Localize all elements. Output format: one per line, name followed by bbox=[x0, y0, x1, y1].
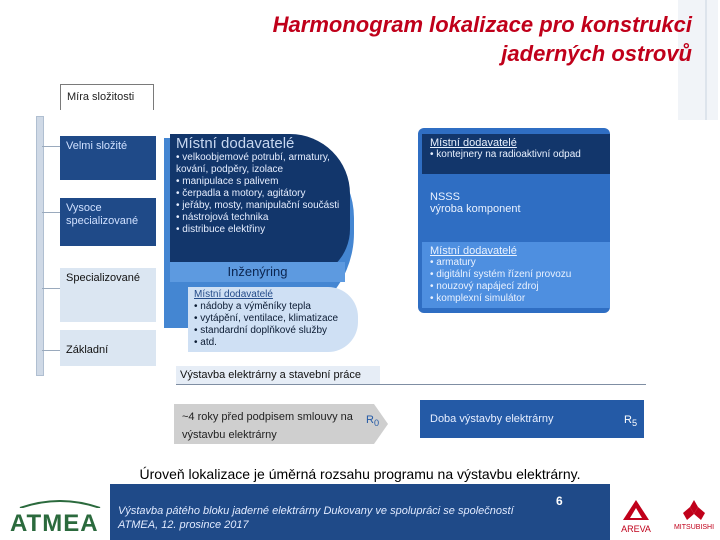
areva-logo: AREVA bbox=[612, 498, 660, 538]
marker-r5: $R_5$ bbox=[624, 414, 638, 429]
axis-tick bbox=[42, 288, 60, 289]
nsss-header: NSSS bbox=[430, 191, 460, 203]
level-specialized: Specializované bbox=[60, 268, 156, 322]
page-number: 6 bbox=[556, 494, 563, 508]
level-basic: Základní bbox=[60, 330, 156, 366]
construction-label: Výstavba elektrárny a stavební práce bbox=[176, 366, 380, 384]
complexity-scale-label: Míra složitosti bbox=[60, 84, 154, 110]
right-suppliers-header-1: Místní dodavatelé bbox=[430, 137, 517, 149]
level-highly-specialized: Vysoce specializované bbox=[60, 198, 156, 246]
level-very-complex: Velmi složité bbox=[60, 136, 156, 180]
right-suppliers-block-1 bbox=[422, 134, 610, 174]
left-suppliers-block-2 bbox=[188, 287, 358, 352]
list-item: • čerpadla a motory, agitátory bbox=[176, 188, 306, 199]
footer-text: Výstavba pátého bloku jaderné elektrárny Dukovany ve spolupráci se společností ATMEA, 12. prosince 2017 bbox=[118, 505, 514, 531]
mitsubishi-logo-mark bbox=[679, 498, 709, 522]
engineering-label: Inženýring bbox=[170, 262, 345, 282]
right-suppliers-header-3: Místní dodavatelé bbox=[430, 245, 517, 257]
nsss-text: výroba komponent bbox=[430, 203, 521, 215]
left-suppliers-block bbox=[170, 134, 350, 279]
complexity-axis bbox=[36, 116, 44, 376]
list-item: • manipulace s palivem bbox=[176, 176, 279, 187]
list-item: • standardní doplňkové služby bbox=[194, 325, 328, 336]
baseline-divider bbox=[176, 384, 646, 385]
left-suppliers-header-2: Místní dodavatelé bbox=[194, 289, 273, 300]
list-item: • vytápění, ventilace, klimatizace bbox=[194, 313, 339, 324]
right-suppliers-block-3 bbox=[422, 242, 610, 308]
list-item: • jeřáby, mosty, manipulační součásti bbox=[176, 200, 340, 211]
axis-tick bbox=[42, 146, 60, 147]
atmea-logo: ATMEA bbox=[10, 500, 110, 538]
bottom-statement: Úroveň lokalizace je úměrná rozsahu programu na výstavbu elektrárny. bbox=[139, 466, 581, 482]
areva-logo-mark bbox=[621, 498, 651, 522]
axis-tick bbox=[42, 350, 60, 351]
mitsubishi-logo: MITSUBISHI bbox=[670, 498, 718, 538]
construction-period: Doba výstavby elektrárny bbox=[420, 400, 644, 438]
list-item: • komplexní simulátor bbox=[430, 293, 526, 304]
axis-tick bbox=[42, 212, 60, 213]
list-item: • nástrojová technika bbox=[176, 212, 269, 223]
list-item: • nádoby a výměníky tepla bbox=[194, 301, 311, 312]
left-suppliers-header: Místní dodavatelé bbox=[176, 135, 295, 152]
list-item: • velkoobjemové potrubí, armatury, kování, podpěry, izolace bbox=[176, 152, 330, 175]
pre-contract-period: ~4 roky před podpisem smlouvy na výstavbu elektrárny bbox=[174, 404, 374, 444]
list-item: • atd. bbox=[194, 337, 217, 348]
list-item: • distribuce elektřiny bbox=[176, 224, 266, 235]
nsss-block bbox=[422, 188, 610, 224]
list-item: • kontejnery na radioaktivní odpad bbox=[430, 149, 581, 160]
page-title: Harmonogram lokalizace pro konstrukci jaderných ostrovů bbox=[272, 12, 692, 66]
list-item: • armatury bbox=[430, 257, 476, 268]
list-item: • nouzový napájecí zdroj bbox=[430, 281, 539, 292]
atmea-logo-mark bbox=[10, 500, 110, 508]
list-item: • digitální systém řízení provozu bbox=[430, 269, 572, 280]
marker-r0: $R_0$ bbox=[366, 414, 380, 429]
